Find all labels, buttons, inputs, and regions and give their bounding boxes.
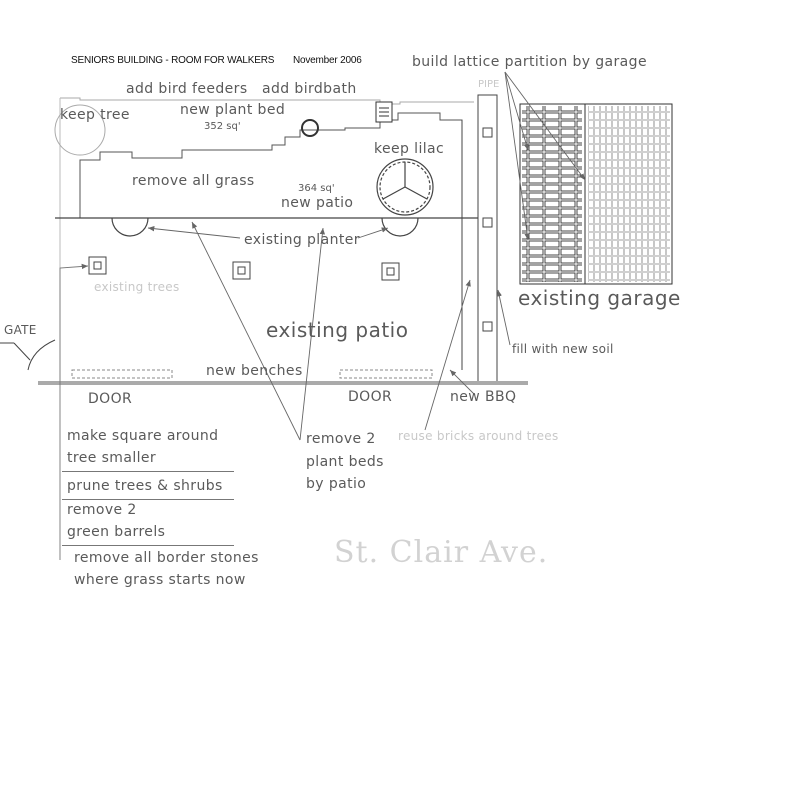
- note-barrels-1: remove 2: [67, 502, 137, 518]
- label-new-bbq: new BBQ: [450, 389, 517, 405]
- note-remove-plant-beds-3: by patio: [306, 476, 367, 492]
- label-new-benches: new benches: [206, 363, 303, 379]
- plan-title: SENIORS BUILDING - ROOM FOR WALKERS: [71, 55, 275, 66]
- pipe-column: [478, 95, 497, 382]
- note-square-tree-2: tree smaller: [67, 450, 157, 466]
- label-patio-area: 364 sq': [298, 183, 335, 194]
- note-square-tree-1: make square around: [67, 428, 219, 444]
- note-prune: prune trees & shrubs: [67, 478, 223, 494]
- label-gate: GATE: [4, 323, 37, 337]
- label-new-plant-bed: new plant bed: [180, 102, 286, 118]
- note-border-stones-2: where grass starts now: [74, 572, 246, 588]
- label-existing-planter: existing planter: [244, 232, 360, 248]
- note-border-stones-1: remove all border stones: [74, 550, 259, 566]
- label-pipe: PIPE: [478, 79, 500, 90]
- note-divider: [62, 471, 234, 472]
- bench-right: [340, 370, 432, 378]
- plan-date: November 2006: [293, 55, 362, 66]
- label-existing-trees: existing trees: [94, 280, 180, 294]
- existing-tree-squares: [89, 257, 399, 280]
- label-existing-garage: existing garage: [518, 286, 681, 310]
- label-keep-lilac: keep lilac: [374, 141, 445, 157]
- label-new-patio: new patio: [281, 195, 354, 211]
- gate-arc: [28, 340, 55, 370]
- note-remove-plant-beds-2: plant beds: [306, 454, 384, 470]
- label-plant-bed-area: 352 sq': [204, 121, 241, 132]
- label-street: St. Clair Ave.: [334, 535, 549, 570]
- label-add-bird-feeders: add bird feeders: [126, 81, 248, 97]
- label-keep-tree: keep tree: [60, 107, 130, 123]
- garage-block: [520, 104, 672, 284]
- label-existing-patio: existing patio: [266, 318, 409, 342]
- note-divider: [62, 499, 234, 500]
- note-divider: [62, 545, 234, 546]
- birdbath-circle: [302, 120, 318, 136]
- label-build-lattice: build lattice partition by garage: [412, 54, 647, 70]
- label-reuse-bricks: reuse bricks around trees: [398, 429, 559, 443]
- bench-left: [72, 370, 172, 378]
- label-door-right: DOOR: [348, 389, 393, 405]
- planter-left: [112, 218, 148, 236]
- note-barrels-2: green barrels: [67, 524, 166, 540]
- label-fill-soil: fill with new soil: [512, 342, 614, 356]
- note-remove-plant-beds-1: remove 2: [306, 431, 376, 447]
- lilac-bush: [377, 159, 433, 215]
- planter-right: [382, 218, 418, 236]
- label-door-left: DOOR: [88, 391, 133, 407]
- label-remove-all-grass: remove all grass: [132, 173, 255, 189]
- label-add-birdbath: add birdbath: [262, 81, 357, 97]
